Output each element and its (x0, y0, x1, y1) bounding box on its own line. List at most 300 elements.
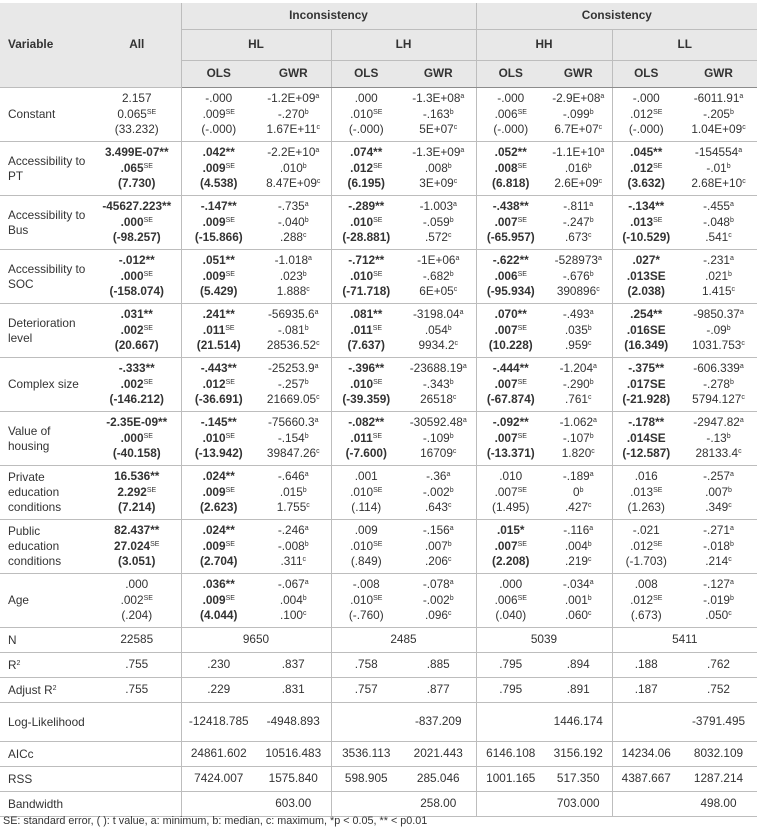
table-cell (181, 196, 256, 250)
cell-line (256, 415, 331, 431)
cell-value: (-13.942) (194, 446, 243, 461)
cell-line (613, 145, 681, 161)
cell-value: .017SE (626, 376, 666, 391)
cell-superscript: SE (146, 108, 157, 116)
cell-value: (10.228) (488, 338, 533, 353)
cell-line (477, 215, 546, 231)
cell-value: -.735 (277, 199, 305, 214)
cell-line (477, 91, 546, 107)
cell-line (332, 145, 402, 161)
cell-value: -23688.19 (409, 361, 463, 376)
row-label: Complex size (0, 358, 93, 412)
header-group-lh: LH (331, 30, 476, 61)
cell-superscript: c (447, 502, 452, 510)
stat-cell (612, 703, 680, 742)
stat-cell: -12418.785 (181, 703, 256, 742)
cell-line (545, 145, 612, 161)
stat-cell: .894 (545, 653, 612, 678)
cell-line (477, 199, 546, 215)
cell-line (182, 230, 257, 246)
cell-line (401, 91, 476, 107)
row-label: Value of housing (0, 412, 93, 466)
table-cell (331, 520, 401, 574)
cell-value: -.246 (277, 523, 305, 538)
cell-line (477, 307, 546, 323)
cell-line (256, 91, 331, 107)
table-cell (476, 412, 545, 466)
stat-cell: 517.350 (545, 767, 612, 792)
table-cell (256, 88, 331, 142)
cell-line (680, 593, 757, 609)
table-cell (256, 412, 331, 466)
cell-superscript: a (304, 201, 309, 209)
cell-value: .000 (120, 268, 144, 283)
stat-cell: 1575.840 (256, 767, 331, 792)
cell-value: .004 (564, 538, 588, 553)
cell-line (182, 338, 257, 354)
cell-value: -.443** (200, 361, 237, 376)
cell-value: .070** (494, 307, 527, 322)
cell-line (477, 485, 546, 501)
cell-superscript: a (304, 579, 309, 587)
cell-value: .214 (705, 554, 729, 569)
cell-value: -.012** (118, 253, 155, 268)
cell-value: -.375** (628, 361, 665, 376)
cell-line (182, 107, 257, 123)
cell-line (256, 523, 331, 539)
table-cell (680, 142, 757, 196)
cell-line (545, 500, 612, 516)
cell-value: .009 (202, 160, 226, 175)
cell-value: .010 (350, 376, 374, 391)
cell-value: -3198.04 (413, 307, 460, 322)
cell-superscript: a (449, 525, 454, 533)
cell-line (401, 485, 476, 501)
cell-value: 3.499E-07** (104, 145, 169, 160)
cell-line (680, 307, 757, 323)
cell-line (545, 608, 612, 624)
table-cell (331, 304, 401, 358)
cell-line (182, 199, 257, 215)
row-label (0, 678, 93, 703)
table-cell (331, 250, 401, 304)
table-cell (545, 358, 612, 412)
stat-cell: .891 (545, 678, 612, 703)
stat-cell: 22585 (93, 628, 181, 653)
cell-value: 1.415 (702, 284, 732, 299)
cell-line (545, 539, 612, 555)
cell-line (182, 176, 257, 192)
cell-line (401, 215, 476, 231)
cell-value: .035 (564, 322, 588, 337)
cell-line (332, 161, 402, 177)
cell-value: (-12.587) (622, 446, 671, 461)
cell-superscript: a (589, 579, 594, 587)
cell-superscript: b (449, 378, 454, 386)
cell-superscript: b (726, 162, 731, 170)
cell-superscript: SE (517, 594, 527, 602)
cell-value: 5794.127 (692, 392, 742, 407)
cell-value: .001 (564, 592, 588, 607)
cell-value: .013SE (626, 268, 666, 283)
cell-value: (-.000) (201, 122, 237, 137)
cell-value: .008 (634, 577, 658, 592)
cell-superscript: SE (225, 162, 235, 170)
cell-superscript: a (593, 363, 597, 371)
stat-cell (331, 792, 401, 817)
cell-superscript: c (453, 124, 458, 132)
cell-value: 39847.26 (266, 446, 317, 461)
cell-superscript: c (306, 286, 310, 294)
cell-line (477, 176, 546, 192)
table-row-adj-r2 (0, 678, 757, 703)
cell-superscript: c (731, 286, 736, 294)
table-row-rss (0, 767, 757, 792)
cell-line (477, 431, 546, 447)
cell-superscript: SE (225, 216, 235, 224)
table-cell (401, 196, 476, 250)
stat-cell: 24861.602 (181, 742, 256, 767)
cell-value: .010 (279, 160, 303, 175)
cell-value: -.09 (706, 322, 727, 337)
row-label: Accessibility to SOC (0, 250, 93, 304)
cell-superscript: b (730, 216, 734, 224)
cell-value: 6.7E+07 (554, 122, 599, 137)
cell-superscript: SE (225, 432, 235, 440)
cell-line (477, 230, 546, 246)
cell-superscript: SE (653, 594, 663, 602)
cell-line (545, 323, 612, 339)
cell-value: .012 (630, 160, 654, 175)
cell-value: .015* (496, 523, 525, 538)
cell-line (680, 161, 757, 177)
table-cell (256, 574, 331, 628)
cell-line (332, 361, 402, 377)
cell-superscript: b (730, 378, 734, 386)
cell-value: -1.003 (419, 199, 454, 214)
cell-superscript: a (589, 525, 594, 533)
cell-superscript: b (726, 432, 731, 440)
table-cell (476, 304, 545, 358)
cell-line (477, 577, 546, 593)
table-cell (401, 304, 476, 358)
cell-line (256, 361, 331, 377)
cell-line (613, 122, 681, 138)
cell-superscript: c (447, 610, 452, 618)
cell-superscript: c (306, 502, 310, 510)
cell-line (545, 361, 612, 377)
cell-value: .050 (705, 608, 729, 623)
cell-line (680, 485, 757, 501)
cell-value: .023 (279, 268, 303, 283)
cell-line (680, 539, 757, 555)
cell-superscript: c (587, 610, 592, 618)
stat-cell (93, 792, 181, 817)
cell-value: .013 (630, 214, 654, 229)
cell-superscript: b (304, 378, 309, 386)
cell-value: -.205 (703, 106, 730, 121)
cell-line (545, 253, 612, 269)
cell-superscript: a (600, 93, 605, 101)
cell-value: .012 (630, 592, 654, 607)
cell-superscript: b (302, 270, 307, 278)
cell-value: -.000 (632, 91, 660, 106)
cell-line (680, 323, 757, 339)
cell-value: 1.04E+09 (691, 122, 743, 137)
cell-line (401, 199, 476, 215)
cell-line (332, 446, 402, 462)
cell-line (477, 377, 546, 393)
table-cell (545, 574, 612, 628)
cell-value: .016 (564, 160, 588, 175)
cell-value: -.333** (118, 361, 155, 376)
cell-line (182, 485, 257, 501)
cell-line (401, 323, 476, 339)
cell-line (256, 392, 331, 408)
cell-superscript: c (453, 178, 458, 186)
cell-line (477, 500, 546, 516)
cell-value: -.163 (422, 106, 450, 121)
cell-value: (-21.928) (622, 392, 671, 407)
cell-value: 1.67E+11 (266, 122, 317, 137)
cell-line (613, 485, 681, 501)
cell-line (545, 485, 612, 501)
cell-line (332, 539, 402, 555)
cell-value: .427 (565, 500, 588, 515)
cell-line (477, 145, 546, 161)
cell-value: .008 (424, 160, 448, 175)
cell-superscript: c (452, 448, 457, 456)
cell-line (401, 554, 476, 570)
cell-line (613, 500, 681, 516)
table-cell (680, 88, 757, 142)
table-cell (93, 520, 181, 574)
cell-line (613, 338, 681, 354)
cell-superscript: a (446, 471, 451, 479)
cell-superscript: b (447, 324, 452, 332)
stat-cell: 2485 (331, 628, 476, 653)
table-cell (93, 466, 181, 520)
table-cell (93, 250, 181, 304)
cell-line (332, 338, 402, 354)
cell-superscript: c (591, 448, 595, 456)
row-label: Constant (0, 88, 93, 142)
cell-value: (5.429) (200, 284, 238, 299)
cell-value: -.008 (352, 577, 380, 592)
cell-line (182, 377, 257, 393)
cell-line (256, 199, 331, 215)
header-method: OLS (181, 61, 256, 88)
cell-line (182, 284, 257, 300)
cell-superscript: a (739, 93, 744, 101)
cell-value: -.127 (703, 577, 730, 592)
cell-superscript: b (304, 432, 309, 440)
cell-line (680, 122, 757, 138)
table-cell (181, 574, 256, 628)
cell-line (332, 230, 402, 246)
cell-line (93, 500, 181, 516)
cell-value: (-.000) (493, 122, 529, 137)
cell-superscript: SE (517, 324, 527, 332)
cell-line (256, 323, 331, 339)
cell-superscript: c (453, 286, 458, 294)
cell-line (332, 215, 402, 231)
cell-line (256, 577, 331, 593)
cell-value: .001 (354, 469, 378, 484)
cell-line (401, 176, 476, 192)
stat-cell (181, 792, 256, 817)
cell-line (182, 446, 257, 462)
table-row-n (0, 628, 757, 653)
table-cell (93, 358, 181, 412)
stat-cell: 1446.174 (545, 703, 612, 742)
cell-value: (.849) (350, 554, 382, 569)
cell-line (401, 230, 476, 246)
cell-value: .006 (494, 592, 518, 607)
cell-value: -.290 (562, 376, 590, 391)
cell-value: 0 (573, 484, 580, 499)
cell-value: (-15.866) (194, 230, 243, 245)
cell-value: (.040) (495, 608, 527, 623)
cell-superscript: a (739, 309, 744, 317)
cell-line (613, 91, 681, 107)
cell-line (680, 577, 757, 593)
cell-value: .036** (202, 577, 235, 592)
cell-value: -.231 (703, 253, 730, 268)
cell-line (93, 554, 181, 570)
cell-value: (7.214) (118, 500, 156, 515)
cell-value: .054 (424, 322, 448, 337)
stat-cell: .885 (401, 653, 476, 678)
cell-line (182, 161, 257, 177)
cell-value: -528973 (554, 253, 598, 268)
cell-value: 1.755 (276, 500, 307, 515)
cell-line (613, 253, 681, 269)
cell-line (680, 361, 757, 377)
cell-value: -.278 (703, 376, 730, 391)
cell-value: -.189 (562, 469, 590, 484)
cell-value: .081** (350, 307, 383, 322)
row-label-text: R (8, 657, 17, 672)
stat-cell (612, 792, 680, 817)
table-cell (401, 88, 476, 142)
cell-line (401, 415, 476, 431)
cell-line (93, 338, 181, 354)
table-cell (545, 196, 612, 250)
table-cell (545, 304, 612, 358)
cell-line (256, 269, 331, 285)
cell-value: (-1.703) (625, 554, 667, 569)
cell-value: -56935.6 (268, 307, 315, 322)
cell-line (613, 307, 681, 323)
cell-line (256, 593, 331, 609)
cell-value: (1.263) (627, 500, 665, 515)
cell-line (401, 284, 476, 300)
stat-cell: 4387.667 (612, 767, 680, 792)
cell-line (613, 107, 681, 123)
cell-value: (-7.600) (345, 446, 387, 461)
cell-superscript: b (304, 216, 309, 224)
stat-cell: 598.905 (331, 767, 401, 792)
cell-value: (21.514) (196, 338, 241, 353)
cell-superscript: SE (517, 216, 527, 224)
stat-cell: 5039 (476, 628, 612, 653)
table-cell (181, 142, 256, 196)
cell-value: -30592.48 (409, 415, 463, 430)
cell-line (401, 269, 476, 285)
stat-cell: -4948.893 (256, 703, 331, 742)
cell-superscript: a (593, 417, 597, 425)
cell-superscript: SE (653, 486, 663, 494)
cell-line (182, 122, 257, 138)
cell-line (613, 415, 681, 431)
cell-line (401, 107, 476, 123)
cell-superscript: b (447, 540, 452, 548)
cell-superscript: a (738, 147, 743, 155)
cell-value: -606.339 (693, 361, 740, 376)
cell-value: .000 (120, 430, 144, 445)
table-cell (612, 304, 680, 358)
cell-line (613, 199, 681, 215)
cell-superscript: c (728, 502, 732, 510)
cell-line (93, 485, 181, 501)
cell-line (182, 554, 257, 570)
cell-value: -1.204 (559, 361, 594, 376)
cell-superscript: a (730, 471, 734, 479)
cell-line (256, 338, 331, 354)
stat-cell: 2021.443 (401, 742, 476, 767)
cell-line (613, 230, 681, 246)
cell-superscript: SE (143, 324, 153, 332)
row-label (0, 703, 93, 742)
cell-value: (-39.359) (342, 392, 391, 407)
cell-value: -1.062 (559, 415, 594, 430)
cell-line (332, 415, 402, 431)
cell-superscript: a (462, 417, 467, 425)
cell-line (545, 215, 612, 231)
cell-superscript: SE (225, 324, 235, 332)
table-cell (93, 196, 181, 250)
cell-superscript: a (739, 363, 744, 371)
cell-superscript: a (314, 417, 319, 425)
cell-value: (2.623) (200, 500, 238, 515)
cell-line (182, 145, 257, 161)
cell-value: .012 (350, 160, 374, 175)
cell-superscript: b (587, 324, 592, 332)
cell-value: -.247 (562, 214, 590, 229)
table-cell (476, 466, 545, 520)
cell-value: -.000 (497, 91, 525, 106)
stat-cell: .837 (256, 653, 331, 678)
cell-line (545, 269, 612, 285)
cell-value: (-28.881) (342, 230, 391, 245)
cell-superscript: SE (517, 378, 527, 386)
row-label: Deterioration level (0, 304, 93, 358)
cell-value: 2.68E+10 (691, 176, 743, 191)
cell-superscript: SE (225, 108, 235, 116)
cell-value: .007 (705, 484, 729, 499)
cell-value: -.455 (703, 199, 730, 214)
cell-line (613, 577, 681, 593)
cell-value: .045** (630, 145, 663, 160)
table-cell (680, 466, 757, 520)
cell-value: .000 (354, 91, 378, 106)
cell-line (477, 539, 546, 555)
cell-value: .002 (120, 376, 144, 391)
cell-value: -1.3E+09 (412, 145, 461, 160)
cell-line (401, 446, 476, 462)
cell-value: (6.818) (492, 176, 530, 191)
